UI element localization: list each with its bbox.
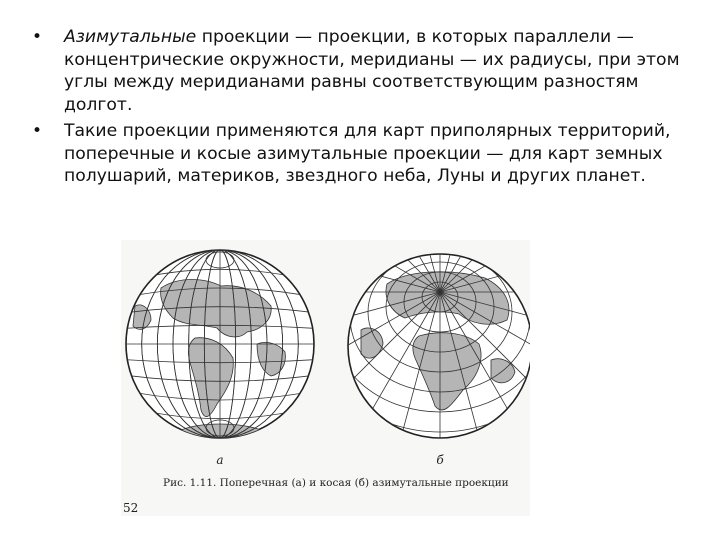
label-a: а <box>216 453 224 467</box>
definition-text: проекции — проекции, в которых параллели — концентрические окружности, меридианы — их радиусы, при этом углы между меридианами равны соответствующим разностям долгот. <box>64 27 680 115</box>
usage-text: Такие проекции применяются для карт приполярных территорий, поперечные и косые азимутальные проекции — для карт земных полушарий, материков, звездного неба, Луны и других планет. <box>64 121 671 186</box>
bullet-azimuthal-definition <box>30 26 690 116</box>
bullet-list <box>30 26 690 192</box>
bullet-usage <box>30 120 690 188</box>
figure-caption: Рис. 1.11. Поперечная (а) и косая (б) азимутальные проекции <box>163 477 509 489</box>
label-b: б <box>436 453 444 467</box>
page-number: 52 <box>123 501 139 515</box>
globe-transverse <box>126 250 314 440</box>
projection-figure-svg <box>121 240 530 516</box>
projection-figure <box>121 240 530 516</box>
bullet-marker: • <box>32 27 43 47</box>
bullet-marker: • <box>32 121 43 141</box>
term-azimuthal: Азимутальные <box>64 27 197 47</box>
